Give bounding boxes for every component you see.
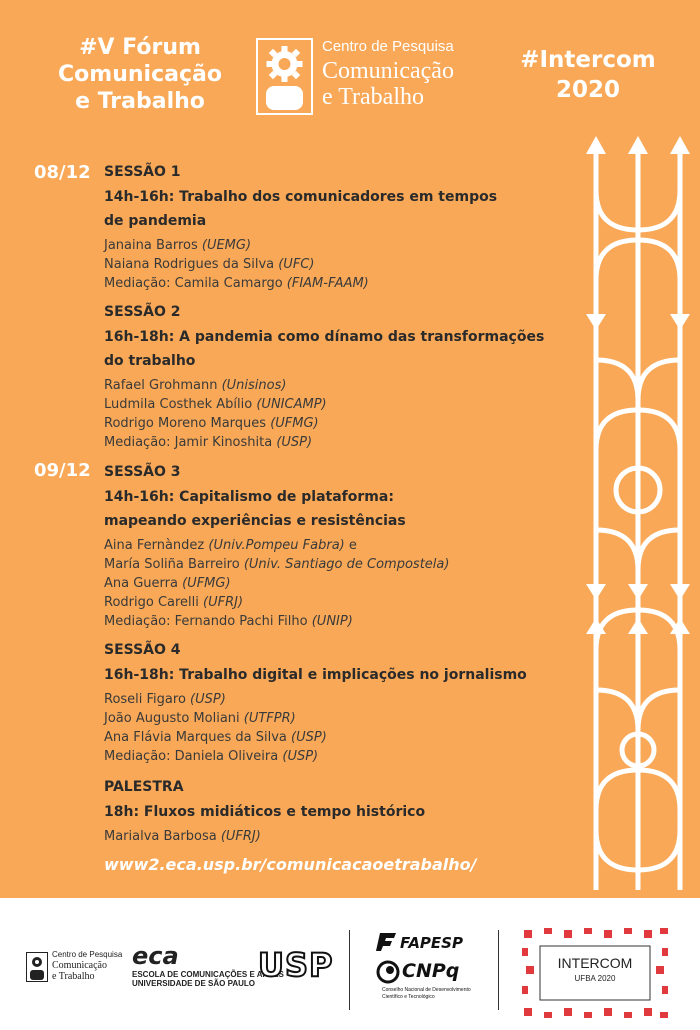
speaker-institution: (UFC) [278,257,315,272]
talk-line: 14h-16h: Capitalismo de plataforma: [104,489,394,505]
speaker-name: Ana Flávia Marques da Silva [104,730,292,745]
speaker-name: João Augusto Moliani [104,711,244,726]
speaker-institution: (UFRJ) [220,829,261,844]
speaker-institution: (UFRJ) [203,595,244,610]
speaker [104,433,564,452]
usp-logo-icon: USP [258,946,334,984]
logo-frame [256,38,313,115]
research-center-logo [256,38,496,118]
date-label: 09/12 [34,460,91,481]
speaker-name: Rafael Grohmann [104,378,222,393]
session-block [104,303,564,452]
speaker-name: Naiana Rodrigues da Silva [104,257,279,272]
talk-line: 16h-18h: A pandemia como dínamo das transformações [104,329,545,345]
speaker-institution: (UFMG) [182,576,231,591]
session-title: SESSÃO 2 [104,304,181,320]
speaker-institution: (FIAM-FAAM) [286,276,369,291]
footer-ct-small: Centro de Pesquisa [52,950,123,959]
speaker-name: Roseli Figaro [104,692,191,707]
intercom-subtitle: UFBA 2020 [574,974,616,983]
speaker-name: Janaina Barros [104,238,202,253]
speaker [104,593,564,612]
speaker-institution: (USP) [190,692,226,707]
speaker [104,376,564,395]
speaker-name: Rodrigo Moreno Marques [104,416,271,431]
session-title: SESSÃO 3 [104,464,181,480]
fapesp-mark [376,933,396,951]
speaker [104,709,564,728]
speaker [104,555,564,574]
intercom-logo-icon [520,926,670,1020]
talk-line: 16h-18h: Trabalho digital e implicações no jornalismo [104,667,527,683]
footer-divider [349,930,350,1010]
talk-line: 18h: Fluxos midiáticos e tempo histórico [104,804,426,820]
speaker-name: Mediação: Jamir Kinoshita [104,435,277,450]
speaker-institution: (UNIP) [311,614,353,629]
speaker [104,255,564,274]
fapesp-logo-icon [376,932,476,952]
speaker [104,728,564,747]
intercom-title: INTERCOM [557,955,633,971]
forum-title-line-3: e Trabalho [75,89,205,114]
speaker-institution: (UNICAMP) [256,397,327,412]
session-talk [104,800,564,824]
speaker [104,274,564,293]
session-talk [104,185,564,233]
speaker-institution: (UTFPR) [243,711,296,726]
eca-wordmark: eca [132,942,179,970]
session-talk [104,485,564,533]
forum-title-line-2: Comunicação [58,62,222,87]
session-talk [104,325,564,373]
session-title: PALESTRA [104,779,184,795]
cnpq-line-2: Científico e Tecnológico [382,994,435,1000]
speaker-name: Marialva Barbosa [104,829,221,844]
speaker-institution: (USP) [291,730,327,745]
eca-logo-icon [132,942,284,990]
eca-line-2: UNIVERSIDADE DE SÃO PAULO [132,979,255,988]
speaker-institution: (USP) [276,435,313,450]
speaker-name: Mediação: Camila Camargo [104,276,287,291]
session-talk [104,663,564,687]
intercom-hashtag-line-2: 2020 [555,77,620,103]
footer-divider [498,930,499,1010]
speaker [104,612,564,631]
logo-big-line-1: Comunicação [322,58,454,84]
logo-small-text: Centro de Pesquisa [322,38,454,55]
gear-head-icon [26,952,48,982]
speaker-conjunction: e [344,538,357,553]
cnpq-mark [376,960,400,984]
talk-line: mapeando experiências e resistências [104,513,406,529]
date-label: 08/12 [34,162,91,183]
talk-line: 14h-16h: Trabalho dos comunicadores em tempos [104,189,498,205]
speaker-name: Ana Guerra [104,576,183,591]
speaker-institution: (Univ. Santiago de Compostela) [243,557,450,572]
eca-line-1: ESCOLA DE COMUNICAÇÕES E ARTES [132,970,284,979]
cnpq-logo-icon [376,960,476,1006]
session-block [104,163,564,293]
session-block [104,641,564,766]
footer-ct-big-2: e Trabalho [52,971,95,982]
speaker-institution: (Unisinos) [221,378,287,393]
speaker-name: Mediação: Daniela Oliveira [104,749,283,764]
footer-logos [0,898,700,1030]
speaker-institution: (Univ.Pompeu Fabra) [208,538,345,553]
speaker [104,574,564,593]
website-url[interactable]: www2.eca.usp.br/comunicacaoetrabalho/ [104,855,477,874]
intercom-hashtag-line-1: #Intercom [520,47,656,73]
speaker [104,236,564,255]
footer-research-center-logo [26,950,136,986]
gear-head-icon [258,40,311,113]
session-title: SESSÃO 1 [104,164,181,180]
talk-line: do trabalho [104,353,196,369]
speaker [104,536,564,555]
speaker [104,827,564,846]
speaker [104,395,564,414]
forum-title [40,34,240,115]
intercom-frame [520,926,670,1020]
intercom-hashtag [498,45,678,105]
forum-title-line-1: #V Fórum [79,35,201,60]
speaker [104,747,564,766]
speaker-name: Rodrigo Carelli [104,595,204,610]
speaker [104,414,564,433]
speaker-name: Ludmila Costhek Abílio [104,397,257,412]
cnpq-wordmark: CNPq [402,960,460,982]
speaker [104,690,564,709]
speaker-name: Aina Fernàndez [104,538,209,553]
session-block [104,778,564,846]
trident-pattern-icon [566,130,700,890]
talk-line: de pandemia [104,213,207,229]
speaker-name: María Soliña Barreiro [104,557,244,572]
session-block [104,463,564,631]
speaker-institution: (UEMG) [201,238,252,253]
fapesp-wordmark: FAPESP [400,934,463,952]
speaker-institution: (USP) [282,749,319,764]
footer-ct-big-1: Comunicação [52,960,107,971]
speaker-institution: (UFMG) [270,416,319,431]
session-title: SESSÃO 4 [104,642,181,658]
cnpq-line-1: Conselho Nacional de Desenvolvimento [382,987,471,993]
speaker-name: Mediação: Fernando Pachi Filho [104,614,312,629]
logo-big-line-2: e Trabalho [322,84,424,110]
